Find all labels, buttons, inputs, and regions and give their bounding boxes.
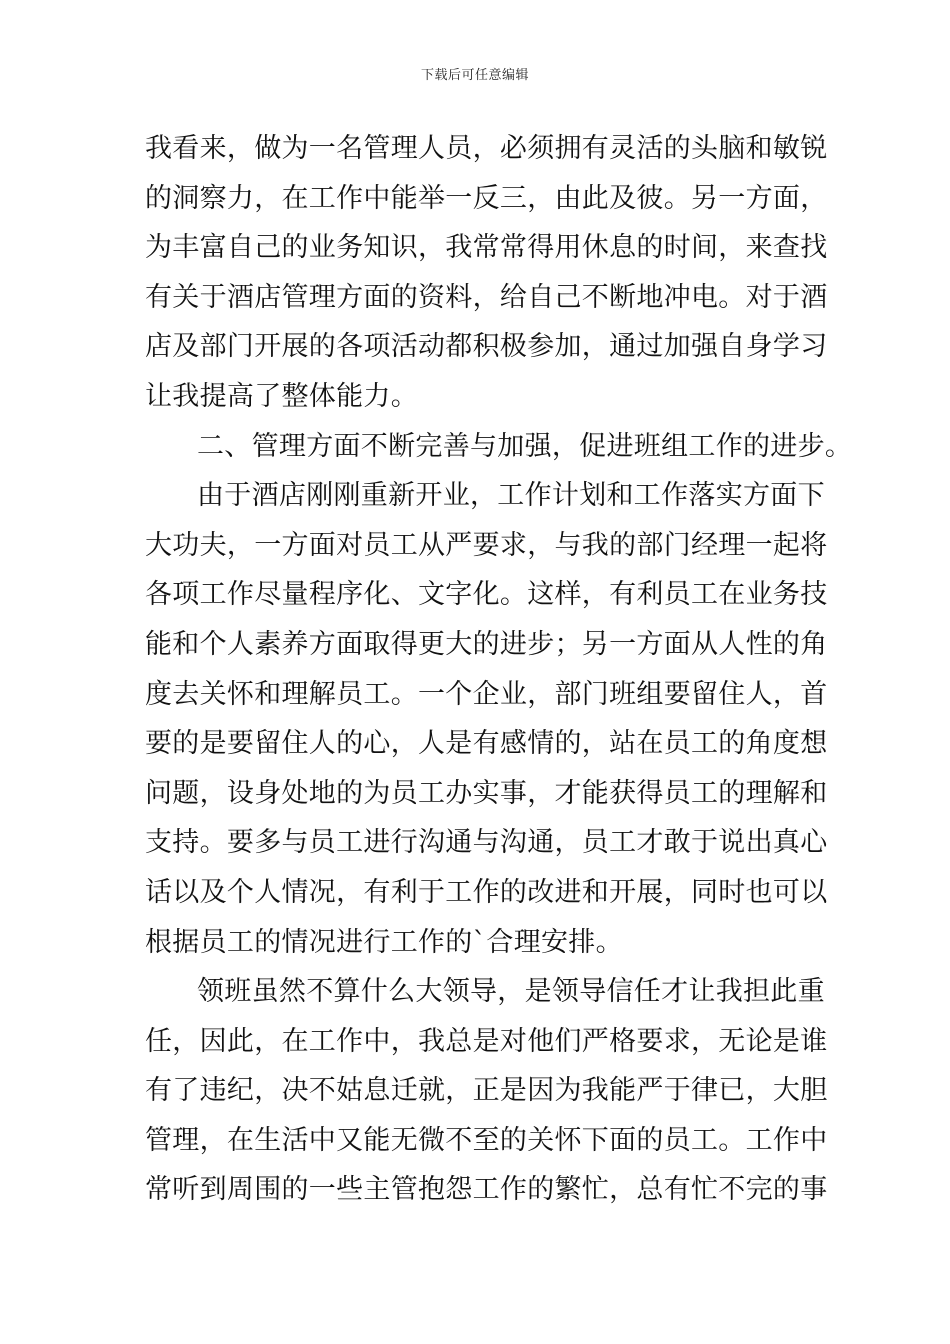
text-line: 大功夫，一方面对员工从严要求，与我的部门经理一起将 bbox=[145, 529, 828, 561]
document-body bbox=[145, 124, 853, 1215]
text-line: 为丰富自己的业务知识，我常常得用休息的时间，来查找 bbox=[145, 232, 828, 264]
text-line: 支持。要多与员工进行沟通与沟通，员工才敢于说出真心 bbox=[145, 827, 828, 859]
text-line: 度去关怀和理解员工。一个企业，部门班组要留住人，首 bbox=[145, 678, 828, 710]
text-line: 由于酒店刚刚重新开业，工作计划和工作落实方面下 bbox=[197, 480, 825, 512]
page-header: 下载后可任意编辑 bbox=[420, 68, 529, 83]
text-line: 店及部门开展的各项活动都积极参加，通过加强自身学习 bbox=[145, 331, 828, 363]
text-line: 的洞察力，在工作中能举一反三，由此及彼。另一方面， bbox=[145, 182, 828, 214]
text-line: 让我提高了整体能力。 bbox=[145, 380, 418, 412]
text-line: 问题，设身处地的为员工办实事，才能获得员工的理解和 bbox=[145, 777, 828, 809]
text-line: 管理，在生活中又能无微不至的关怀下面的员工。工作中 bbox=[145, 1124, 828, 1156]
section-heading: 二、管理方面不断完善与加强，促进班组工作的进步。 bbox=[197, 430, 853, 462]
text-line: 领班虽然不算什么大领导，是领导信任才让我担此重 bbox=[197, 976, 825, 1008]
text-line: 要的是要留住人的心，人是有感情的，站在员工的角度想 bbox=[145, 728, 828, 760]
text-line: 话以及个人情况，有利于工作的改进和开展，同时也可以 bbox=[145, 876, 828, 908]
text-line: 各项工作尽量程序化、文字化。这样，有利员工在业务技 bbox=[145, 579, 828, 611]
text-line: 常听到周围的一些主管抱怨工作的繁忙，总有忙不完的事 bbox=[145, 1174, 828, 1206]
text-line: 有了违纪，决不姑息迁就，正是因为我能严于律已，大胆 bbox=[145, 1075, 828, 1107]
text-line: 任，因此，在工作中，我总是对他们严格要求，无论是谁 bbox=[145, 1025, 828, 1057]
text-line: 有关于酒店管理方面的资料，给自己不断地冲电。对于酒 bbox=[145, 281, 828, 313]
text-line: 根据员工的情况进行工作的`合理安排。 bbox=[145, 926, 623, 958]
text-line: 能和个人素养方面取得更大的进步；另一方面从人性的角 bbox=[145, 628, 828, 660]
text-line: 我看来，做为一名管理人员，必须拥有灵活的头脑和敏锐 bbox=[145, 133, 828, 164]
